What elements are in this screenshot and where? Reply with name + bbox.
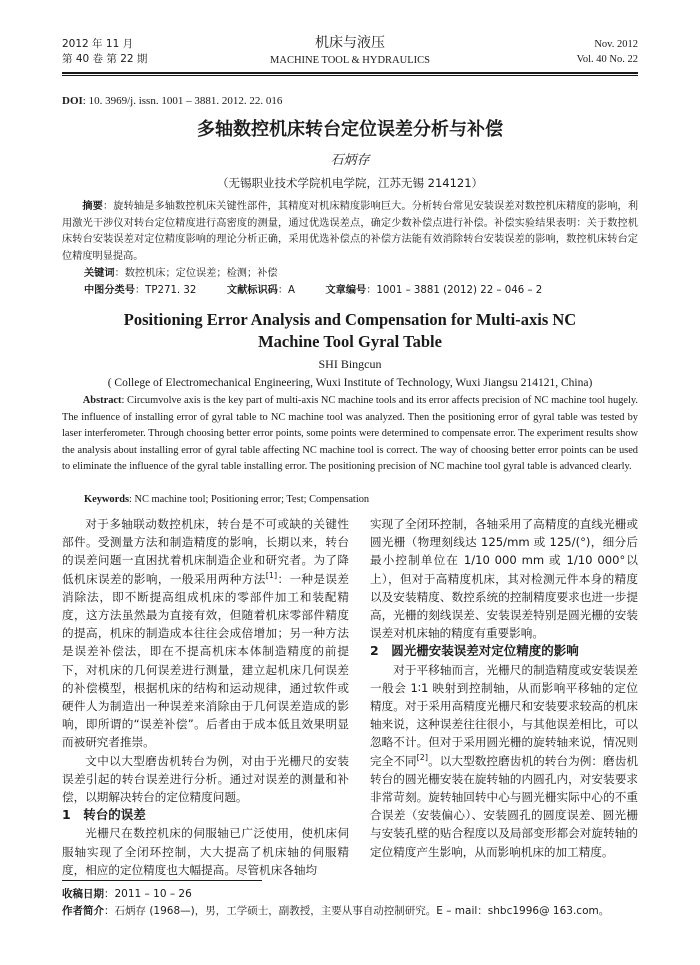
journal-name-en: MACHINE TOOL & HYDRAULICS	[270, 55, 430, 66]
en-author: SHI Bingcun	[318, 357, 382, 371]
footnote-received	[62, 886, 192, 902]
clc-label: 中图分类号	[84, 285, 135, 296]
cn-classification-line	[84, 283, 542, 300]
body-paragraph-grating: 光栅尺在数控机床的伺服轴已广泛使用，使机床伺服轴实现了全闭环控制，大大提高了机床轴的伺服精度，相应的定位精度也大幅提高。尽管机床各轴均	[62, 826, 349, 877]
cn-keywords-label: 关键词	[84, 268, 115, 279]
article-no-label: 文章编号	[325, 285, 367, 296]
clc-value: ：TP271. 32	[134, 285, 197, 296]
cn-abstract	[62, 199, 638, 265]
en-abstract-text: : Circumvolve axis is the key part of multi-axis NC machine tools and its error affects precision of NC machine tool hugely. The influence of installing error of gyral table to NC machine tool was analyzed. Then the positioning error of gyral table was tested by laser interferometer. Through choosing better error points, some points were determined to compensate error. The experiment results show the analysis about installing error of gyral table affecting NC machine tool is correct. The way of choosing better error points can be used to eliminate the influence of the gyral table installing error. The positioning precision of NC machine tool gyral table is advanced clearly.	[62, 395, 638, 473]
section-heading-1: 1 转台的误差	[62, 807, 146, 823]
footnote-rule	[62, 880, 262, 881]
rotary-text: 对于平移轴而言，光栅尺的制造精度或安装误差一般会 1∶1 映射到控制轴，从而影响平移轴的定位精度。对于采用高精度光栅尺和安装要求较高的机床轴来说，这种误差往往很小，与其他误差相比，可以忽略不计。但对于采用圆光栅的旋转轴来说，情况则完全不同	[370, 662, 638, 768]
cn-abstract-text: ：旋转轴是多轴数控机床关键性部件，其精度对机床精度影响巨大。分析转台常见安装误差对数控机床精度的影响，利用激光干涉仪对转台定位精度进行高密度的测量，通过优选误差点，确定少数补偿点进行补偿。补偿实验结果表明：关于数控机床转台安装误差对定位精度影响的理论分析正确，采用优选补偿点的补偿方法能有效消除转台安装误差的影响，数控机床转台定位精度明显提高。	[62, 201, 639, 262]
body-paragraph-rotary	[370, 661, 638, 861]
doc-code-label: 文献标识码	[226, 285, 278, 296]
header-rule	[62, 72, 638, 74]
left-column	[62, 515, 349, 879]
header-month-en: Nov. 2012	[594, 39, 638, 50]
cn-title: 多轴数控机床转台定位误差分析与补偿	[197, 119, 503, 140]
header-volume: 第 40 卷 第 22 期	[62, 53, 148, 65]
en-keywords-value: : NC machine tool; Positioning error; Test; Compensation	[129, 494, 370, 505]
article-no-value: ：1001 – 3881 (2012) 22 – 046 – 2	[366, 285, 543, 296]
intro-text: 对于多轴联动数控机床，转台是不可或缺的关键性部件。受测量方法和制造精度的影响，长期以来，转台的误差问题一直困扰着机床制造企业和研究者。为了降低机床误差的影响，一般采用两种方法	[62, 517, 349, 586]
cn-keywords-value: ：数控机床；定位误差；检测；补偿	[114, 268, 278, 279]
header-date: 2012 年 11 月	[62, 38, 134, 50]
header-volume-en: Vol. 40 No. 22	[576, 54, 638, 65]
bio-label: 作者简介	[62, 905, 104, 917]
body-paragraph-scope: 文中以大型磨齿机转台为例，对由于光栅尺的安装误差引起的转台误差进行分析。通过对误差的测量和补偿，以期解决转台的定位精度问题。	[62, 753, 349, 805]
intro-text-tail: ：一种是误差消除法，即不断提高组成机床的零部件加工和装配精度，这方法虽然最为直接有效，但随着机床零部件精度的提高，机床的制造成本往往会成倍增加；另一种方法是误差补偿法，即在不提高机床本体制造精度的前提下，对机床的几何误差进行测量，建立起机床几何误差的补偿模型，根据机床的结构和运动规律，通过软件或硬件人为制造出一种误差来消除由于几何误差造成的影响，即所谓的“误差补偿”。后者由于成本低且效果明显而被研究者推崇。	[62, 571, 349, 750]
bio-value: ：石炳存 (1968—)，男，工学硕士，副教授，主要从事自动控制研究。E – mail：shbc1996@ 163.com。	[104, 905, 610, 917]
en-keywords-label: Keywords	[84, 494, 130, 505]
doi	[62, 94, 282, 108]
cn-affiliation: （无锡职业技术学院机电学院，江苏无锡 214121）	[216, 176, 484, 190]
journal-name: 机床与液压	[315, 35, 385, 51]
cn-keywords	[84, 266, 278, 283]
cn-abstract-label: 摘要	[82, 201, 103, 212]
footnote-author-bio	[62, 903, 638, 919]
received-label: 收稿日期	[62, 888, 104, 900]
en-title-line2: Machine Tool Gyral Table	[258, 332, 442, 351]
citation-1: [1]	[265, 570, 278, 580]
en-abstract	[62, 393, 638, 476]
en-title-line1: Positioning Error Analysis and Compensation for Multi-axis NC	[123, 310, 577, 329]
body-paragraph-continued: 实现了全闭环控制，各轴采用了高精度的直线光栅或圆光栅（物理刻线达 125/mm 或 125/(°)，细分后最小控制单位在 1/10 000 mm 或 1/10 000°以上），但对于高精度机床，其对检测元件本身的精度以及安装精度、数控系统的控制精度要求也进一步提高，光栅的刻线误差、安装误差特别是圆光栅的安装误差对机床轴的精度有重要影响。	[370, 517, 638, 641]
rotary-text-tail: 。以大型数控磨齿机的转台为例：磨齿机转台的圆光栅安装在旋转轴的内圆孔内，对安装要求非常苛刻。旋转轴回转中心与圆光栅实际中心的不重合误差（安装偏心）、安装圆孔的圆度误差、圆光栅与安装孔壁的贴合程度以及局部变形都会对旋转轴的定位精度产生影响，从而影响机床的加工精度。	[370, 753, 638, 859]
doc-code-value: ：A	[277, 285, 295, 296]
en-affiliation: ( College of Electromechanical Engineering, Wuxi Institute of Technology, Wuxi Jiangsu 214121, China)	[107, 377, 593, 389]
cn-author: 石炳存	[330, 153, 370, 168]
body-paragraph-intro	[62, 515, 349, 752]
doi-label: DOI	[62, 95, 83, 107]
doi-value: : 10. 3969/j. issn. 1001 – 3881. 2012. 22. 016	[82, 95, 283, 107]
received-value: ：2011 – 10 – 26	[104, 888, 192, 900]
section-heading-2: 2 圆光栅安装误差对定位精度的影响	[370, 643, 579, 659]
header-rule-thin	[62, 75, 638, 76]
en-abstract-label: Abstract	[82, 395, 122, 406]
citation-2: [2]	[416, 752, 429, 762]
right-column	[370, 515, 638, 861]
en-keywords	[84, 492, 369, 509]
